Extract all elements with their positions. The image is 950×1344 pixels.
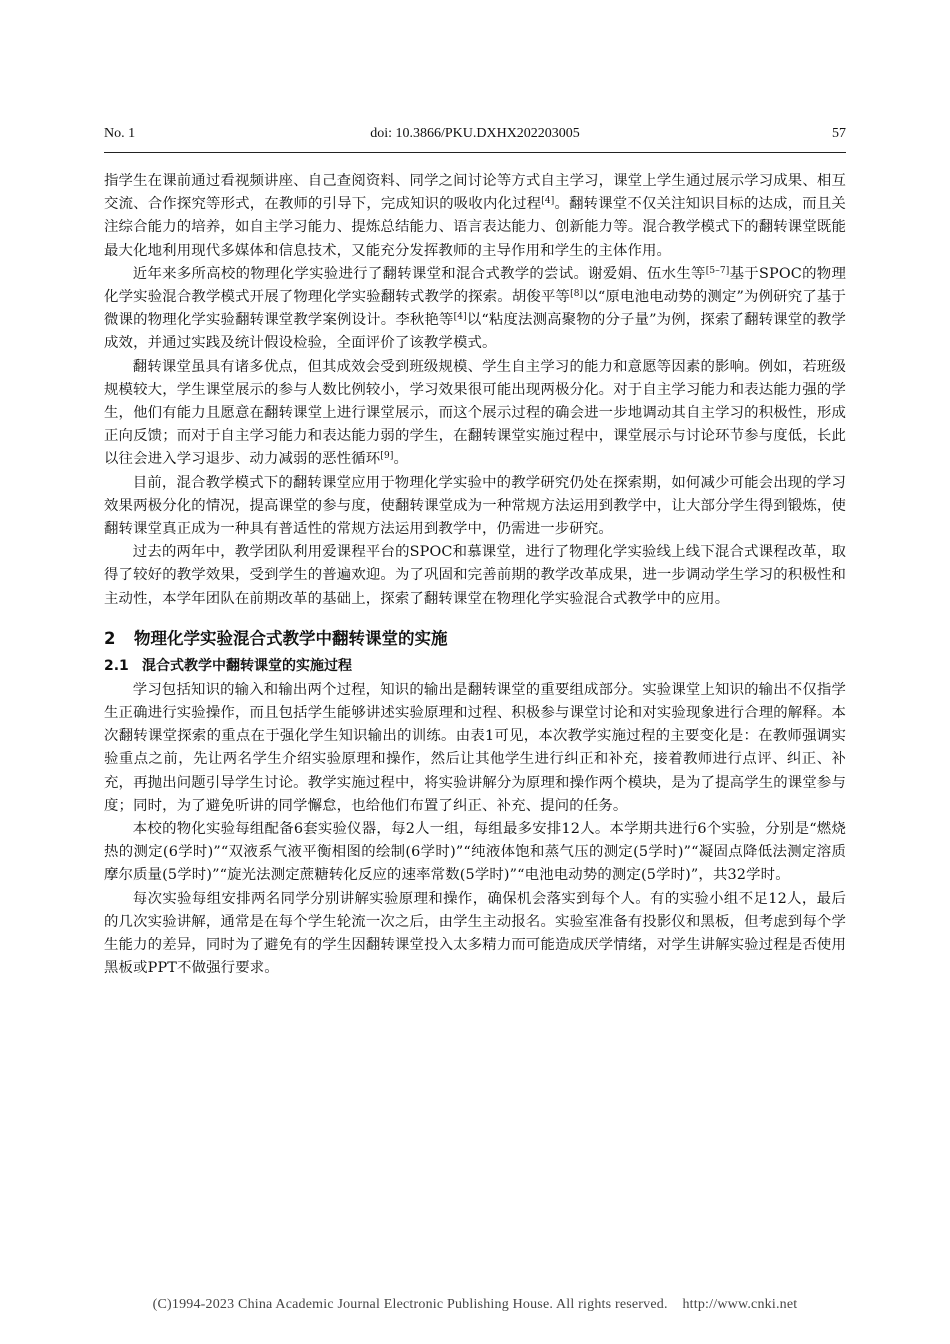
page-number: 57: [832, 126, 846, 141]
citation-ref[interactable]: [4]: [453, 312, 467, 323]
section-2-1-heading: [104, 655, 846, 677]
header-rule: [104, 152, 846, 153]
section-number: 2: [104, 628, 116, 648]
citation-ref[interactable]: [4]: [541, 196, 555, 207]
citation-ref[interactable]: [5–7]: [705, 265, 730, 276]
section-title: 物理化学实验混合式教学中翻转课堂的实施: [134, 628, 448, 648]
paragraph-7: 本校的物化实验每组配备6套实验仪器，每2人一组，每组最多安排12人。本学期共进行6个实验，分别是“燃烧热的测定(6学时)”“双液系气液平衡相图的绘制(6学时)”“纯液体饱和蒸气压的测定(5学时)”“凝固点降低法测定溶质摩尔质量(5学时)”“旋光法测定蔗糖转化反应的速率常数(5学时)”“电池电动势的测定(5学时)”，共32学时。: [104, 821, 846, 884]
subsection-number: 2.1: [104, 657, 129, 674]
paragraph-1: 指学生在课前通过看视频讲座、自己查阅资料、同学之间讨论等方式自主学习，课堂上学生通过展示学习成果、相互交流、合作探究等形式，在教师的引导下，完成知识的吸收内化过程[4]。翻转课堂不仅关注知识目标的达成，而且关注综合能力的培养，如自主学习能力、提炼总结能力、语言表达能力、创新能力等。混合教学模式下的翻转课堂既能最大化地利用现代多媒体和信息技术，又能充分发挥教师的主导作用和学生的主体作用。: [104, 173, 846, 259]
subsection-title: 混合式教学中翻转课堂的实施过程: [142, 657, 352, 674]
paragraph-5: 过去的两年中，教学团队利用爱课程平台的SPOC和慕课堂，进行了物理化学实验线上线下混合式课程改革，取得了较好的教学效果，受到学生的普遍欢迎。为了巩固和完善前期的教学改革成果，进一步调动学生学习的积极性和主动性，本学年团队在前期改革的基础上，探索了翻转课堂在物理化学实验混合式教学中的应用。: [104, 544, 846, 607]
paragraph-8: 每次实验每组安排两名同学分别讲解实验原理和操作，确保机会落实到每个人。有的实验小组不足12人，最后的几次实验讲解，通常是在每个学生轮流一次之后，由学生主动报名。实验室准备有投影仪和黑板，但考虑到每个学生能力的差异，同时为了避免有的学生因翻转课堂投入太多精力而可能造成厌学情绪，对学生讲解实验过程是否使用黑板或PPT不做强行要求。: [104, 890, 846, 977]
citation-ref[interactable]: [9]: [380, 451, 394, 462]
page-header: [104, 126, 846, 148]
doi-label[interactable]: doi: 10.3866/PKU.DXHX202203005: [370, 126, 580, 141]
paragraph-2: 近年来多所高校的物理化学实验进行了翻转课堂和混合式教学的尝试。谢爱娟、伍水生等[5–7]基于SPOC的物理化学实验混合教学模式开展了物理化学实验翻转式教学的探索。胡俊平等[8]以“原电池电动势的测定”为例研究了基于微课的物理化学实验翻转课堂教学案例设计。李秋艳等[4]以“粘度法测高聚物的分子量”为例，探索了翻转课堂的教学成效，并通过实践及统计假设检验，全面评价了该教学模式。: [104, 265, 847, 352]
paragraph-4: 目前，混合教学模式下的翻转课堂应用于物理化学实验中的教学研究仍处在探索期，如何减少可能会出现的学习效果两极分化的情况，提高课堂的参与度，使翻转课堂成为一种常规方法运用到教学中，让大部分学生得到锻炼，使翻转课堂真正成为一种具有普适性的常规方法运用到教学中，仍需进一步研究。: [104, 474, 846, 538]
copyright-footer: (C)1994-2023 China Academic Journal Electronic Publishing House. All rights reserved. http://www.cnki.net: [152, 1297, 798, 1312]
section-2-heading: [104, 627, 846, 651]
citation-ref[interactable]: [8]: [570, 289, 584, 300]
article-body: [104, 170, 846, 981]
paragraph-6: 学习包括知识的输入和输出两个过程，知识的输出是翻转课堂的重要组成部分。实验课堂上知识的输出不仅指学生正确进行实验操作，而且包括学生能够讲述实验原理和过程、积极参与课堂讨论和对实验现象进行合理的解释。本次翻转课堂探索的重点在于强化学生知识输出的训练。由表1可见，本次教学实施过程的主要变化是：在教师强调实验重点之前，先让两名学生介绍实验原理和操作，然后让其他学生进行纠正和补充，接着教师进行点评、纠正、补充，再抛出问题引导学生讨论。教学实施过程中，将实验讲解分为原理和操作两个模块，是为了提高学生的课堂参与度；同时，为了避免听讲的同学懈怠，也给他们布置了纠正、补充、提问的任务。: [104, 681, 846, 814]
paragraph-3: 翻转课堂虽具有诸多优点，但其成效会受到班级规模、学生自主学习的能力和意愿等因素的影响。例如，若班级规模较大，学生课堂展示的参与人数比例较小，学习效果很可能出现两极分化。对于自主学习能力和表达能力强的学生，他们有能力且愿意在翻转课堂上进行课堂展示，而这个展示过程的确会进一步地调动其自主学习的积极性，形成正向反馈；而对于自主学习能力和表达能力弱的学生，在翻转课堂实施过程中，课堂展示与讨论环节参与度低，长此以往会进入学习退步、动力减弱的恶性循环[9]。: [104, 358, 846, 468]
issue-number: No. 1: [104, 126, 136, 141]
